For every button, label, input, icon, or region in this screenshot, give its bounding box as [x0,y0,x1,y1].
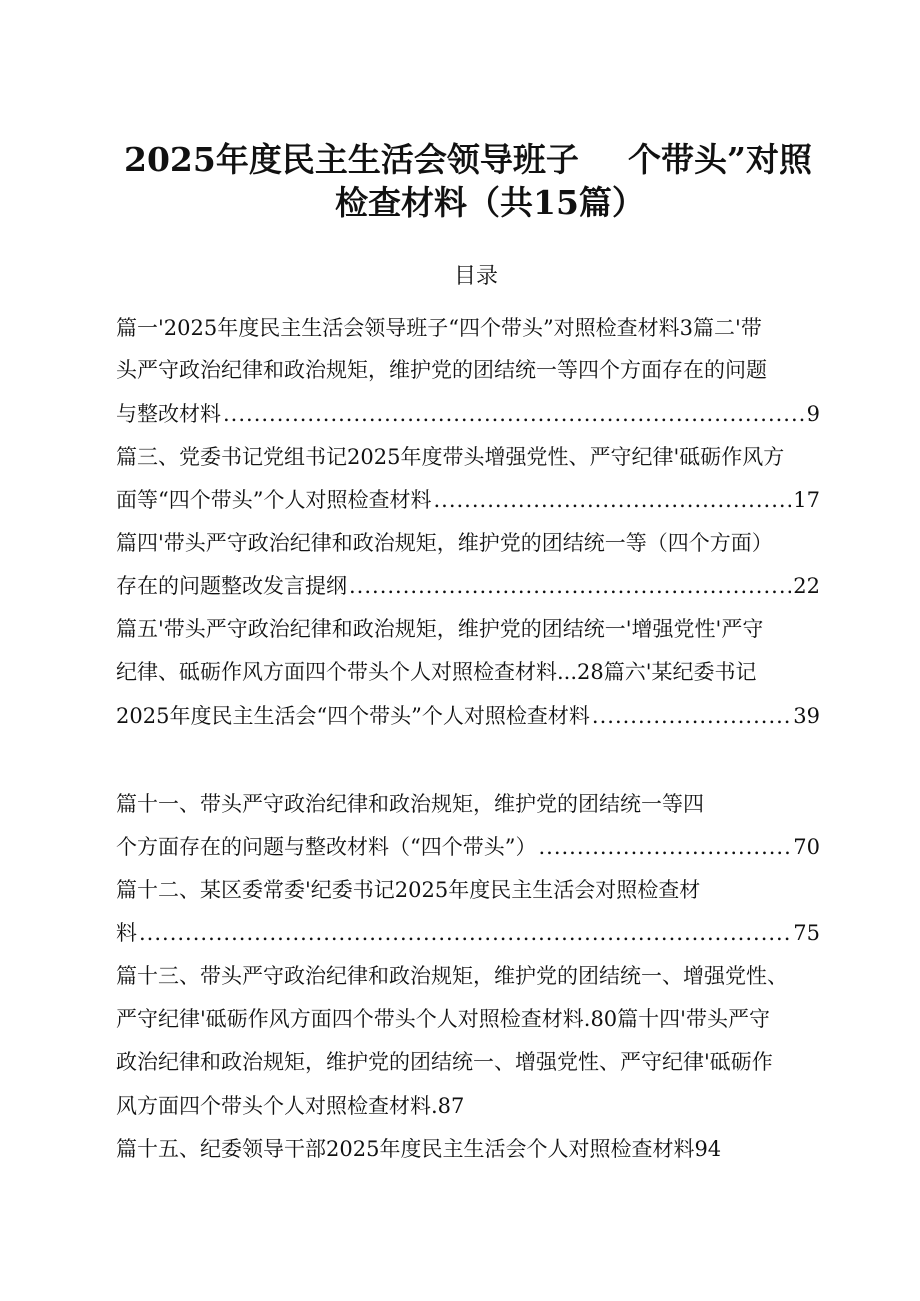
toc-line: 纪律、砥砺作风方面四个带头个人对照检查材料...28篇六'某纪委书记 [116,660,757,684]
dot-leader [592,701,791,731]
toc-line: 篇五'带头严守政治纪律和政治规矩，维护党的团结统一'增强党性'严守 [116,617,764,641]
toc-entry-with-page [116,399,820,429]
document-title-line1-part1: 2025年度民主生活会领导班子 [124,140,579,179]
toc-line: 个方面存在的问题与整改材料（“四个带头”） [116,835,537,859]
toc-page-number: 9 [806,402,820,426]
document-title-line1-part2: 个带头”对照 [628,140,812,179]
toc-line: 头严守政治纪律和政治规矩，维护党的团结统一等四个方面存在的问题 [116,358,767,382]
toc-line: 篇四'带头严守政治纪律和政治规矩，维护党的团结统一等（四个方面） [116,531,773,555]
toc-page-number: 75 [793,921,820,945]
toc-line: 面等“四个带头”个人对照检查材料 [116,488,432,512]
toc-line: 篇一'2025年度民主生活会领导班子“四个带头”对照检查材料3篇二'带 [116,316,762,340]
toc-page-number: 39 [793,704,820,728]
toc-line: 政治纪律和政治规矩，维护党的团结统一、增强党性、严守纪律'砥砺作 [116,1050,773,1074]
toc-entry-with-page [116,832,820,862]
dot-leader [538,832,791,862]
toc-page-number: 17 [793,488,820,512]
document-title-line2: 检查材料（共15篇） [335,183,645,222]
dot-leader [349,571,791,601]
toc-entry-with-page [116,485,820,515]
dot-leader [433,485,791,515]
toc-line: 严守纪律'砥砺作风方面四个带头个人对照检查材料.80篇十四'带头严守 [116,1007,770,1031]
dot-leader [139,918,791,948]
toc-line: 篇十五、纪委领导干部2025年度民主生活会个人对照检查材料94 [116,1137,722,1161]
toc-line: 篇十三、带头严守政治纪律和政治规矩，维护党的团结统一、增强党性、 [116,964,788,988]
toc-page-number: 22 [793,574,820,598]
toc-heading: 目录 [453,264,498,289]
toc-line: 篇十一、带头严守政治纪律和政治规矩，维护党的团结统一等四 [116,792,704,816]
toc-line: 2025年度民主生活会“四个带头”个人对照检查材料 [116,704,590,728]
toc-line: 篇三、党委书记党组书记2025年度带头增强党性、严守纪律'砥砺作风方 [116,445,785,469]
toc-entry-with-page [116,918,820,948]
toc-line: 与整改材料 [116,402,221,426]
toc-line: 篇十二、某区委常委'纪委书记2025年度民主生活会对照检查材 [116,878,701,902]
toc-line: 存在的问题整改发言提纲 [116,574,347,598]
toc-entry-with-page [116,701,820,731]
dot-leader [223,399,805,429]
toc-page-number: 70 [793,835,820,859]
toc-line: 风方面四个带头个人对照检查材料.87 [116,1094,465,1118]
toc-line: 料 [116,921,137,945]
toc-entry-with-page [116,571,820,601]
